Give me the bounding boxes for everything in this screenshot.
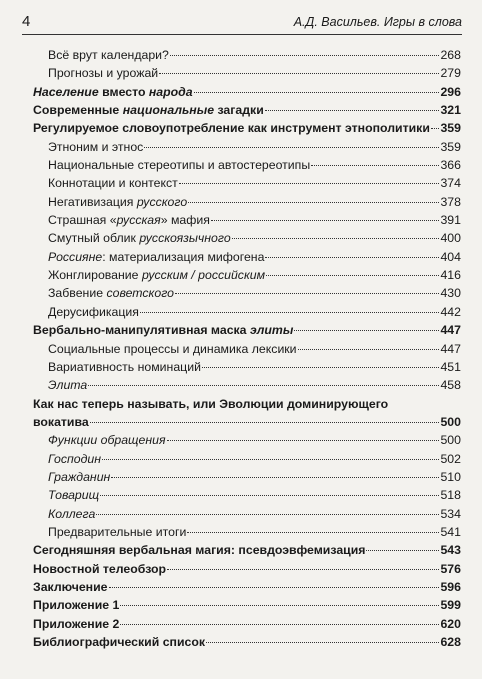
toc-title (48, 468, 110, 486)
dot-leader (102, 459, 439, 460)
toc-subsection[interactable] (33, 505, 461, 523)
dot-leader (179, 183, 440, 184)
toc-page-number: 628 (440, 635, 461, 649)
toc-title (48, 284, 174, 302)
toc-title (48, 450, 101, 468)
toc-subsection[interactable] (33, 266, 461, 284)
toc-page-number: 518 (440, 488, 461, 503)
toc-page-number: 296 (440, 84, 461, 99)
toc-title (33, 83, 193, 101)
toc-title (48, 358, 201, 376)
toc-page-number: 596 (440, 579, 461, 594)
toc-page-number: 510 (440, 469, 461, 484)
toc-title-part: : материализация мифогена (102, 249, 265, 264)
toc-title-part: Всё врут календари? (48, 48, 169, 62)
dot-leader (366, 550, 439, 551)
toc-subsection[interactable] (33, 174, 461, 192)
dot-leader (266, 275, 439, 276)
toc-title (33, 395, 388, 413)
toc-title (33, 633, 205, 651)
running-title: А.Д. Васильев. Игры в слова (293, 15, 462, 29)
toc-title-part: Заключение (33, 579, 108, 594)
toc-title (48, 138, 143, 156)
toc-title-part: Дерусификация (48, 304, 139, 319)
dot-leader (298, 349, 440, 350)
toc-title-part: вокатива (33, 414, 89, 429)
dot-leader (206, 642, 439, 643)
toc-page-number: 541 (440, 524, 461, 539)
toc-title (33, 541, 365, 559)
dot-leader (144, 147, 439, 148)
toc-page-number: 400 (440, 231, 461, 246)
dot-leader (120, 605, 439, 606)
toc-title (48, 266, 265, 284)
toc-title-part: русскоязычного (139, 231, 231, 246)
toc-title (48, 303, 139, 321)
toc-title-part: Предварительные итоги (48, 524, 187, 539)
toc-page-number: 442 (440, 304, 461, 319)
toc-title-part: Забвение (48, 286, 107, 301)
toc-section[interactable] (33, 578, 461, 596)
toc-title (48, 156, 310, 174)
toc-title-part: Господин (48, 451, 101, 466)
toc-title (33, 560, 166, 578)
toc-title-part: Вербально-манипулятивная маска (33, 323, 250, 338)
toc-title (48, 505, 95, 523)
toc-title-part: русская (116, 213, 161, 228)
toc-subsection[interactable] (33, 64, 461, 82)
toc-title-part: Гражданин (48, 469, 111, 484)
toc-title-part: Современные (33, 103, 123, 118)
toc-page-number: 458 (440, 378, 461, 393)
toc-title (48, 211, 210, 229)
toc-title-part: Смутный облик (48, 231, 140, 246)
toc-subsection[interactable] (33, 376, 461, 394)
toc-title (48, 340, 297, 358)
toc-section[interactable] (33, 119, 461, 137)
toc-section[interactable] (33, 395, 461, 413)
dot-leader (140, 312, 440, 313)
toc-title (48, 248, 264, 266)
toc-section[interactable] (33, 541, 461, 559)
toc-subsection[interactable] (33, 211, 461, 229)
toc-subsection[interactable] (33, 229, 461, 247)
dot-leader (90, 422, 440, 423)
toc-subsection[interactable] (33, 431, 461, 449)
dot-leader (294, 330, 439, 331)
toc-subsection[interactable] (33, 156, 461, 174)
toc-title-part: народа (148, 84, 193, 99)
dot-leader (109, 587, 440, 588)
toc-title-part: Библиографический список (33, 635, 206, 649)
toc-title-part: Прогнозы и урожай (48, 66, 159, 81)
toc-subsection[interactable] (33, 486, 461, 504)
toc-title-part: Как нас теперь называть, или Эволюции доминирующего (33, 396, 389, 411)
toc-title-part: Функции обращения (48, 433, 166, 448)
page-header (22, 12, 462, 35)
toc-title-part: Национальные стереотипы и автостереотипы (48, 158, 311, 173)
toc-title (48, 174, 178, 192)
toc-subsection[interactable] (33, 284, 461, 302)
toc-title-part: Регулируемое словоупотребление как инструмент этнополитики (33, 121, 430, 136)
toc-title (48, 46, 169, 64)
dot-leader (232, 238, 440, 239)
toc-title (48, 431, 166, 449)
toc-page-number: 502 (440, 451, 461, 466)
toc-title-part: Приложение 2 (33, 616, 120, 631)
toc-section[interactable] (33, 321, 461, 339)
toc-page-number: 500 (440, 414, 461, 429)
dot-leader (431, 128, 440, 129)
toc-title-part: Страшная « (48, 213, 117, 228)
dot-leader (175, 293, 439, 294)
toc-page-number: 620 (440, 616, 461, 631)
toc-page-number: 416 (440, 268, 461, 283)
toc-title (48, 193, 187, 211)
toc-subsection[interactable] (33, 523, 461, 541)
toc-title-part: Этноним и этнос (48, 139, 144, 154)
toc-title-part: элиты (249, 323, 294, 338)
toc-title-part: Негативизация (48, 194, 137, 209)
toc-title-part: Коннотации и контекст (48, 176, 178, 191)
toc-title (33, 596, 119, 614)
toc-page-number: 447 (440, 323, 461, 338)
toc-page-number: 378 (440, 194, 461, 209)
dot-leader (265, 110, 440, 111)
dot-leader (211, 220, 440, 221)
dot-leader (194, 92, 440, 93)
toc-subsection[interactable] (33, 248, 461, 266)
toc-page-number: 500 (440, 433, 461, 448)
toc-title (48, 376, 87, 394)
dot-leader (88, 385, 439, 386)
toc-subsection[interactable] (33, 138, 461, 156)
toc-page-number: 599 (440, 598, 461, 613)
toc-page-number: 321 (440, 103, 461, 118)
toc-section[interactable] (33, 83, 461, 101)
toc-title-part: Население (33, 84, 99, 99)
toc-page-number: 576 (440, 561, 461, 576)
toc-title-part: Жонглирование (48, 268, 142, 283)
toc-subsection[interactable] (33, 468, 461, 486)
dot-leader (167, 440, 440, 441)
toc-title (33, 119, 430, 137)
dot-leader (265, 257, 439, 258)
toc-page-number: 359 (440, 121, 461, 136)
toc-title-part: Элита (48, 378, 88, 393)
toc-page-number: 359 (440, 139, 461, 154)
toc-title (33, 615, 119, 633)
toc-subsection[interactable] (33, 46, 461, 64)
toc-page-number: 268 (440, 48, 461, 62)
toc-subsection[interactable] (33, 193, 461, 211)
dot-leader (170, 55, 440, 56)
dot-leader (202, 367, 440, 368)
toc-page-number: 374 (440, 176, 461, 191)
toc-section[interactable] (33, 101, 461, 119)
dot-leader (311, 165, 439, 166)
dot-leader (100, 495, 439, 496)
toc-title-part: Коллега (48, 506, 96, 521)
toc-title-part: Социальные процессы и динамика лексики (48, 341, 297, 356)
toc-title (48, 64, 158, 82)
dot-leader (167, 569, 439, 570)
toc-title-part: национальные (122, 103, 215, 118)
toc-page-number: 543 (440, 543, 461, 558)
toc-subsection[interactable] (33, 450, 461, 468)
dot-leader (159, 73, 439, 74)
toc-title (33, 321, 293, 339)
toc-title (33, 413, 89, 431)
toc-title-part: советского (106, 286, 174, 301)
toc-title-part: загадки (214, 103, 264, 118)
toc-page-number: 451 (440, 359, 461, 374)
toc-section[interactable] (33, 633, 461, 651)
toc-title-part: вместо (98, 84, 149, 99)
dot-leader (96, 514, 439, 515)
dot-leader (111, 477, 439, 478)
toc-section[interactable] (33, 596, 461, 614)
toc-page-number: 447 (440, 341, 461, 356)
toc-subsection[interactable] (33, 340, 461, 358)
toc-page-number: 366 (440, 158, 461, 173)
toc-title-part: русского (136, 194, 188, 209)
toc-title (48, 229, 231, 247)
toc-title (48, 523, 186, 541)
toc-title (33, 101, 264, 119)
toc-subsection[interactable] (33, 358, 461, 376)
toc-section[interactable] (33, 615, 461, 633)
toc-title-part: Приложение 1 (33, 598, 120, 613)
dot-leader (187, 532, 439, 533)
table-of-contents (33, 46, 461, 651)
toc-page-number: 534 (440, 506, 461, 521)
toc-title-part: Товарищ (48, 488, 100, 503)
toc-title (33, 578, 108, 596)
toc-title-part: Сегодняшняя вербальная магия: псевдоэвфемизация (33, 543, 366, 558)
toc-page-number: 430 (440, 286, 461, 301)
toc-title-part: Новостной телеобзор (33, 561, 167, 576)
dot-leader (188, 202, 439, 203)
toc-section[interactable] (33, 413, 461, 431)
dot-leader (120, 624, 439, 625)
toc-page-number: 404 (440, 249, 461, 264)
toc-title-part: » мафия (160, 213, 210, 228)
toc-page-number: 279 (440, 66, 461, 81)
toc-section[interactable] (33, 560, 461, 578)
toc-title-part: Вариативность номинаций (48, 359, 201, 374)
toc-subsection[interactable] (33, 303, 461, 321)
page-number: 4 (22, 13, 31, 30)
toc-title-part: Россияне (48, 249, 103, 264)
toc-title-part: русским / российским (141, 268, 266, 283)
toc-page-number: 391 (440, 213, 461, 228)
toc-title (48, 486, 99, 504)
